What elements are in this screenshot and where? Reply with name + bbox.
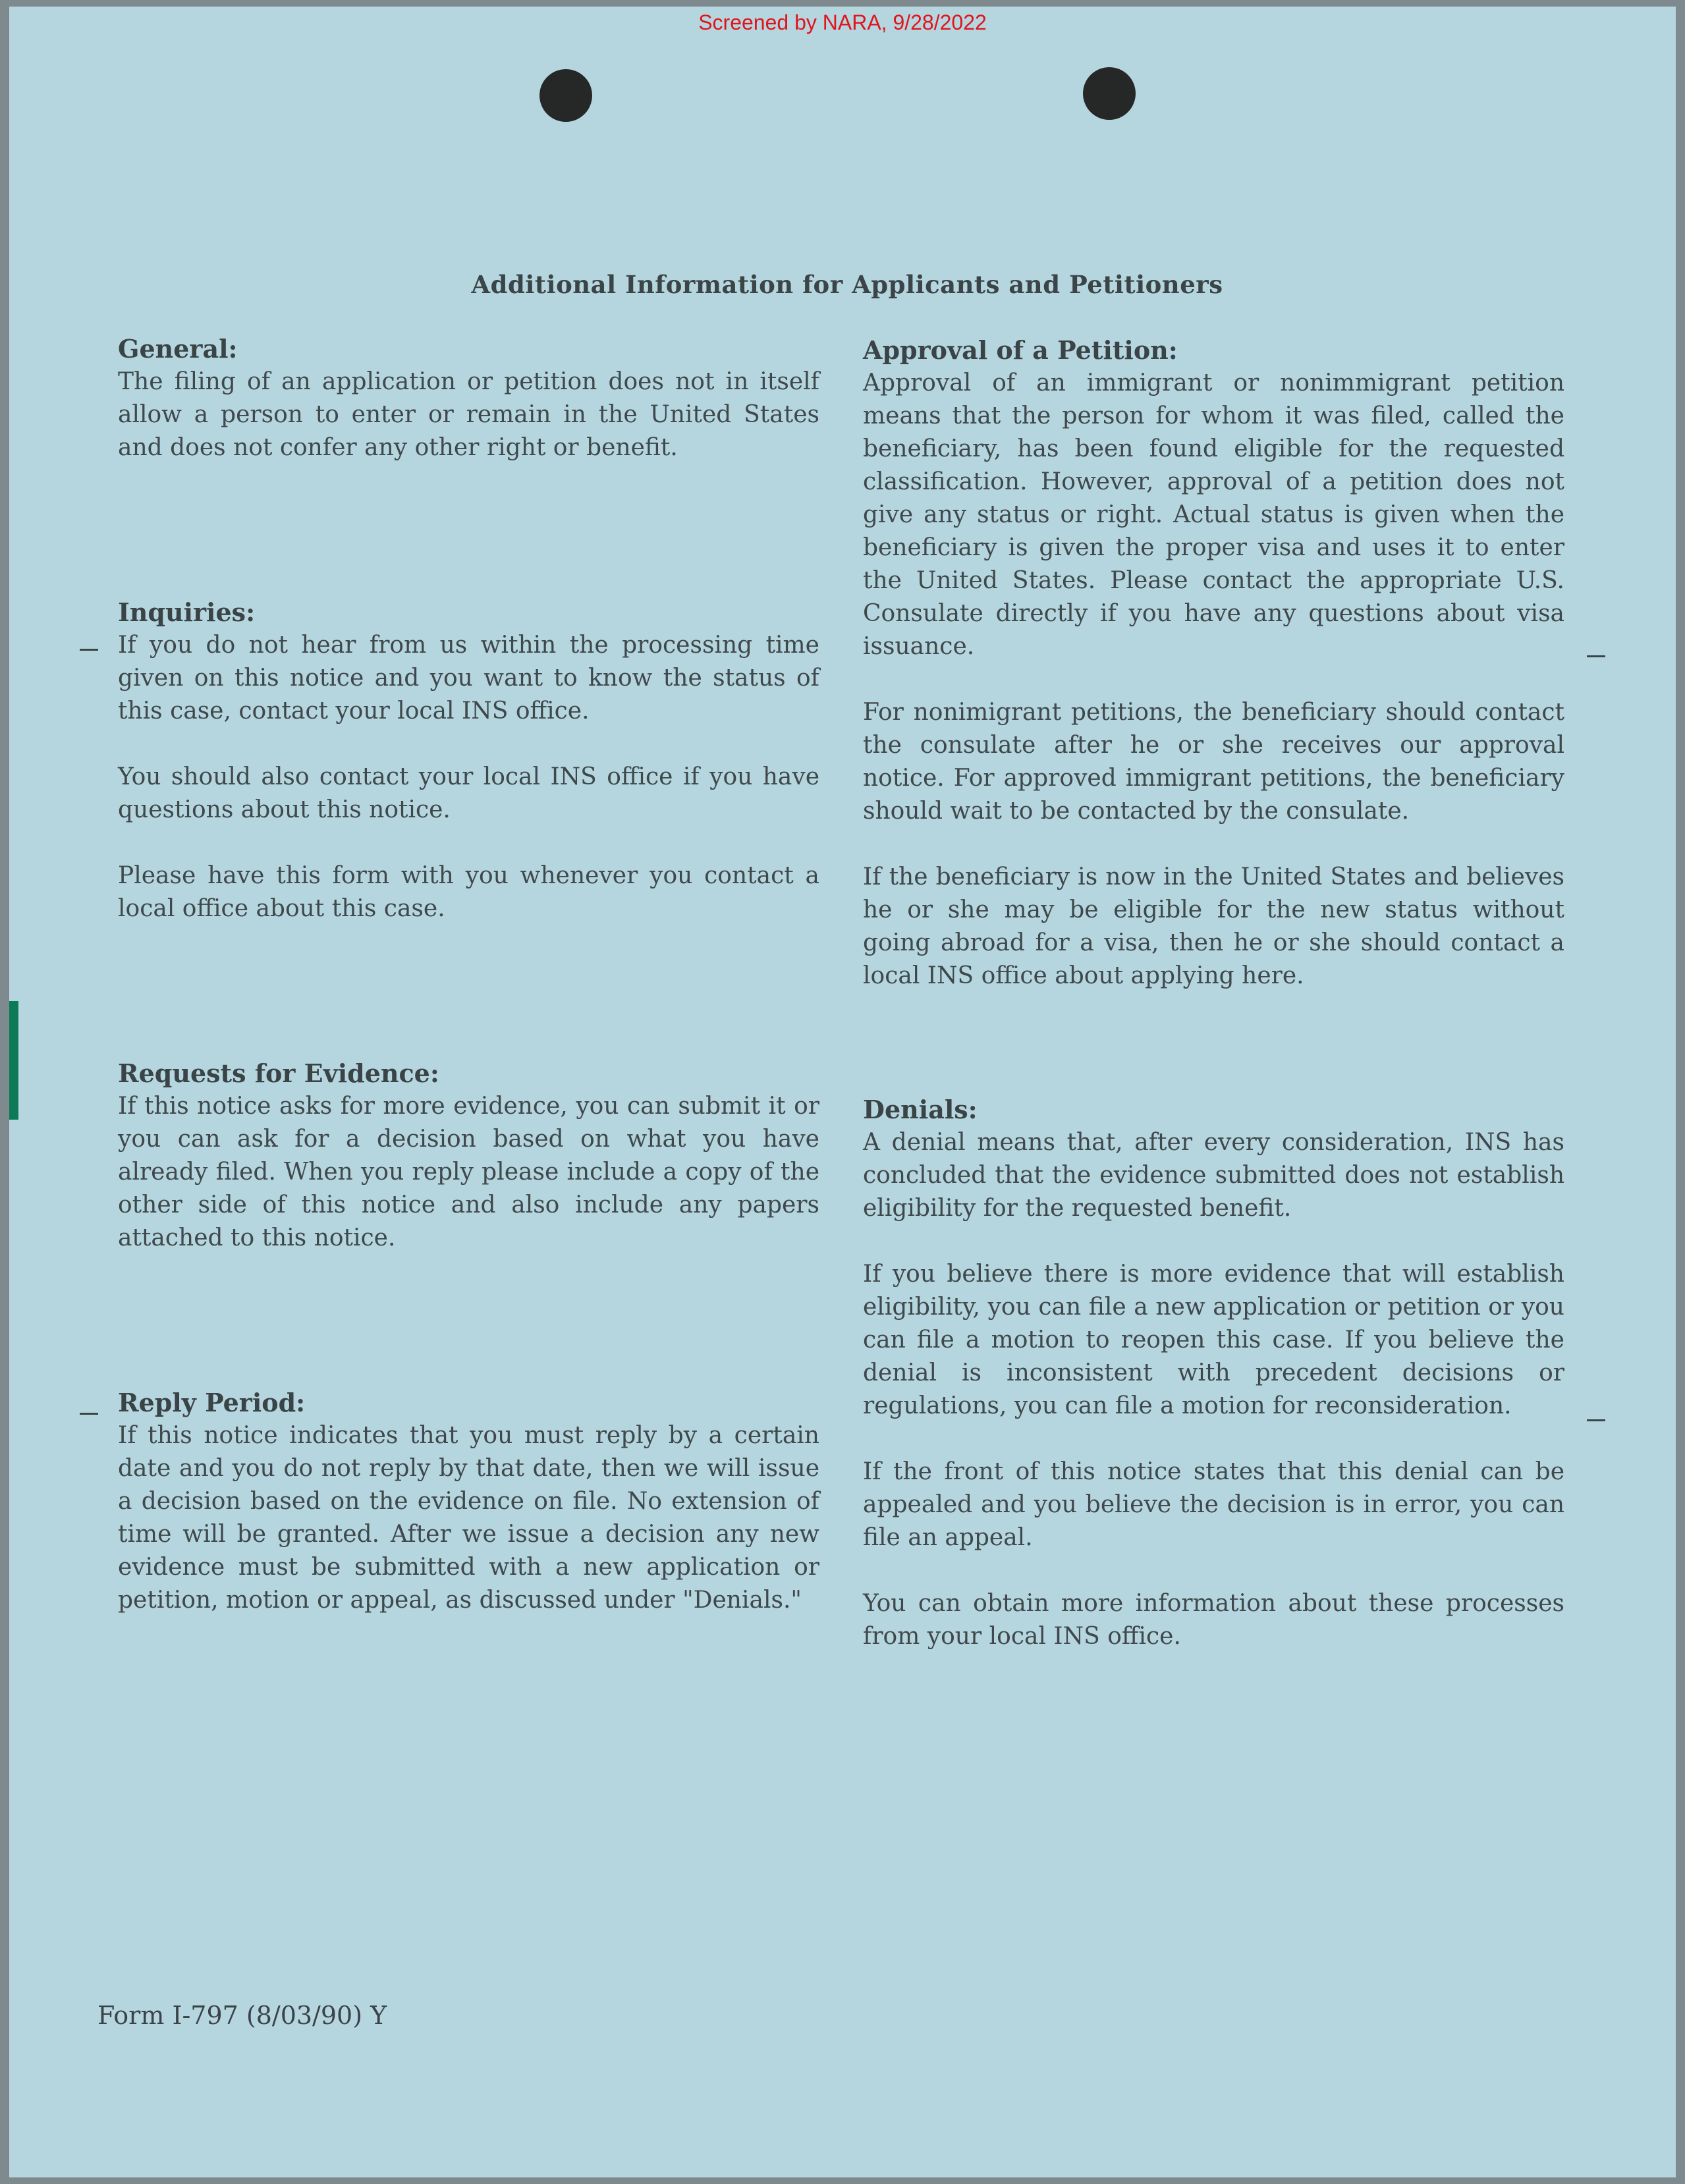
section-inquiries [118, 596, 819, 925]
section-heading: General: [118, 334, 238, 364]
section-heading: Denials: [863, 1095, 978, 1124]
section-paragraph: The filing of an application or petition does not in itself allow a person to enter or remain in the United States and does not confer any other right or benefit. [118, 368, 819, 461]
nara-screening-stamp: Screened by NARA, 9/28/2022 [698, 11, 987, 34]
section-heading: Requests for Evidence: [118, 1058, 439, 1088]
section-paragraph: You should also contact your local INS office if you have questions about this notice. [118, 763, 819, 823]
section-heading: Reply Period: [118, 1388, 306, 1417]
section-paragraph: Approval of an immigrant or nonimmigrant petition means that the person for whom it was filed, called the beneficiary, has been found eligible for the requested classification. However, approval of a petition does not give any status or right. Actual status is given when the beneficiary is given the proper visa and uses it to enter the United States. Please contact the appropriate U.S. Consulate directly if you have any questions about visa issuance. [863, 369, 1564, 660]
section-reply-period [118, 1386, 819, 1617]
section-requests-for-evidence [118, 1057, 819, 1255]
section-denials [863, 1093, 1564, 1653]
section-paragraph: If the beneficiary is now in the United States and believes he or she may be eligible for the new status without going abroad for a visa, then he or she should contact a local INS office about applying here. [863, 863, 1564, 989]
section-heading: Inquiries: [118, 597, 256, 627]
section-general [118, 333, 819, 464]
section-heading: Approval of a Petition: [863, 335, 1178, 365]
section-paragraph: If this notice asks for more evidence, you can submit it or you can ask for a decision based on what you have already filed. When you reply please include a copy of the other side of this notice and also include any papers attached to this notice. [118, 1093, 819, 1251]
section-paragraph: If this notice indicates that you must reply by a certain date and you do not reply by that date, then we will issue a decision based on the evidence on file. No extension of time will be granted. After we issue a decision any new evidence must be submitted with a new application or petition, motion or appeal, as discussed under "Denials." [118, 1422, 819, 1614]
margin-mark [1587, 1419, 1605, 1421]
margin-mark [80, 1413, 98, 1415]
punch-hole-left [539, 69, 592, 122]
page-title: Additional Information for Applicants and Petitioners [471, 270, 1223, 299]
punch-hole-right [1083, 67, 1136, 120]
form-number: Form I-797 (8/03/90) Y [97, 2001, 387, 2030]
section-paragraph: Please have this form with you whenever you contact a local office about this case. [118, 862, 819, 922]
section-paragraph: You can obtain more information about these processes from your local INS office. [863, 1590, 1564, 1650]
section-paragraph: If the front of this notice states that this denial can be appealed and you believe the decision is in error, you can file an appeal. [863, 1458, 1564, 1551]
document-page [9, 7, 1676, 2177]
section-paragraph: A denial means that, after every consideration, INS has concluded that the evidence submitted does not establish eligibility for the requested benefit. [863, 1129, 1564, 1222]
margin-mark [80, 649, 98, 651]
edge-stripe [9, 1001, 18, 1120]
section-paragraph: If you do not hear from us within the processing time given on this notice and you want to know the status of this case, contact your local INS office. [118, 632, 819, 724]
margin-mark [1587, 655, 1605, 657]
section-approval-of-petition [863, 334, 1564, 993]
section-paragraph: If you believe there is more evidence that will establish eligibility, you can file a new application or petition or you can file a motion to reopen this case. If you believe the denial is inconsistent with precedent decisions or regulations, you can file a motion for reconsideration. [863, 1261, 1564, 1419]
section-paragraph: For nonimigrant petitions, the beneficiary should contact the consulate after he or she receives our approval notice. For approved immigrant petitions, the beneficiary should wait to be contacted by the consulate. [863, 699, 1564, 825]
